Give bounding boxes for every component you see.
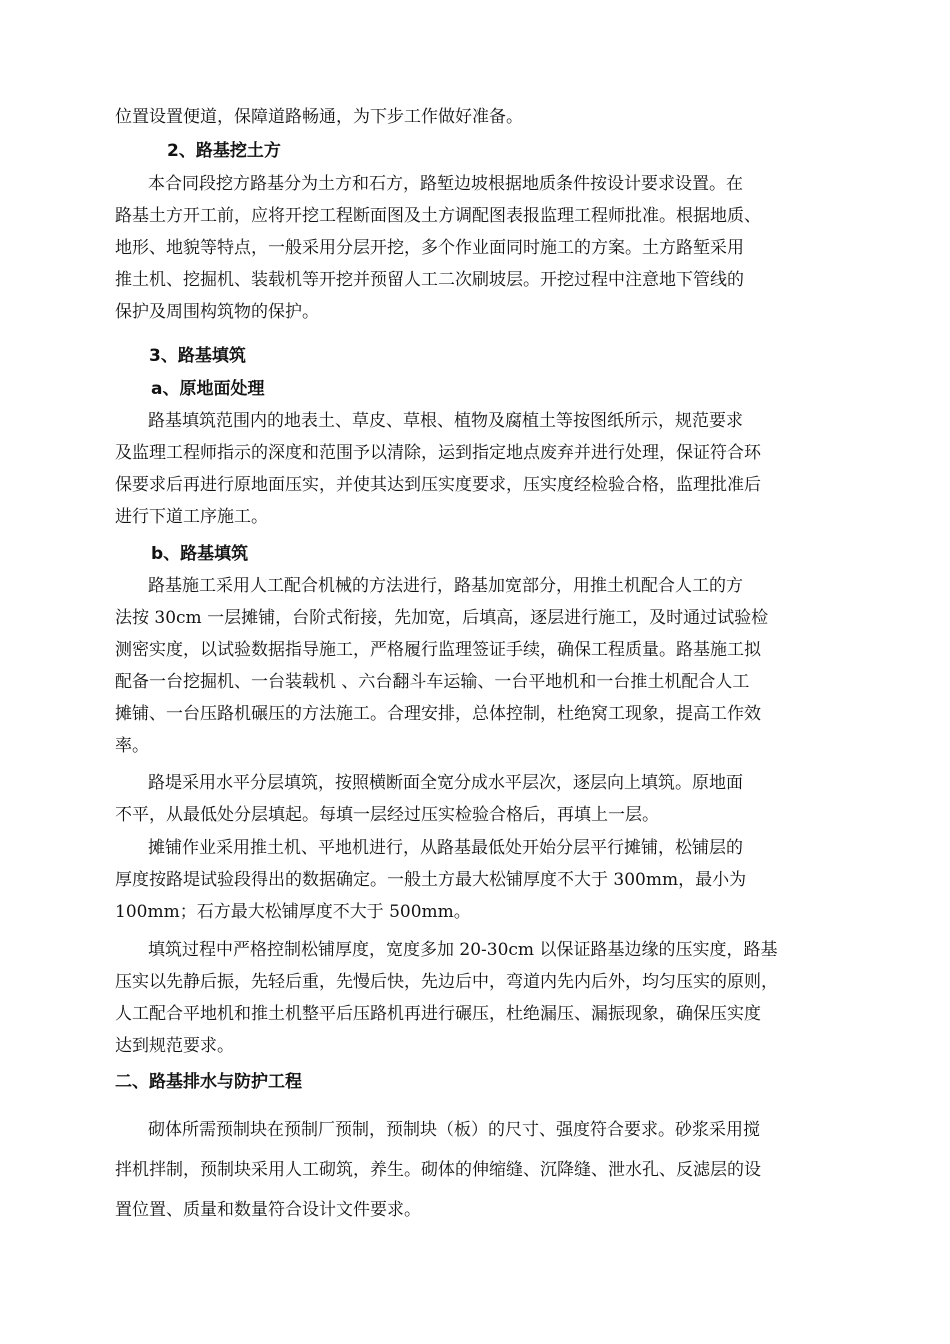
text-line: 人工配合平地机和推土机整平后压路机再进行碾压，杜绝漏压、漏振现象，确保压实度	[115, 1004, 761, 1024]
section-heading-fill	[115, 340, 845, 372]
heading-text: 3、路基填筑	[149, 346, 246, 366]
paragraph-spreading	[115, 832, 845, 928]
subsection-heading-ground	[115, 373, 845, 405]
text-line: 配备一台挖掘机、一台装载机 、六台翻斗车运输、一台平地机和一台推土机配合人工	[115, 672, 750, 692]
paragraph-compaction	[115, 934, 845, 1062]
text-line: 及监理工程师指示的深度和范围予以清除，运到指定地点废弃并进行处理，保证符合环	[115, 443, 761, 463]
text-line: 100mm；石方最大松铺厚度不大于 500mm。	[115, 902, 471, 922]
text-line: 测密实度，以试验数据指导施工，严格履行监理签证手续，确保工程质量。路基施工拟	[115, 640, 761, 660]
text-line: 保护及周围构筑物的保护。	[115, 302, 319, 322]
heading-text: a、原地面处理	[151, 379, 265, 399]
section-heading-drainage	[115, 1066, 845, 1098]
text-line: 路堤采用水平分层填筑，按照横断面全宽分成水平层次，逐层向上填筑。原地面	[148, 773, 743, 793]
text-line: 压实以先静后振，先轻后重，先慢后快，先边后中，弯道内先内后外，均匀压实的原则，	[115, 972, 778, 992]
section-heading-excavation	[115, 135, 845, 167]
text-line: 路基填筑范围内的地表土、草皮、草根、植物及腐植土等按图纸所示，规范要求	[148, 411, 743, 431]
text-line: 本合同段挖方路基分为土方和石方，路堑边坡根据地质条件按设计要求设置。在	[148, 174, 743, 194]
text-line: 路基土方开工前，应将开挖工程断面图及土方调配图表报监理工程师批准。根据地质、	[115, 206, 761, 226]
text-line: 摊铺作业采用推土机、平地机进行，从路基最低处开始分层平行摊铺，松铺层的	[148, 838, 743, 858]
text-line: 砌体所需预制块在预制厂预制，预制块（板）的尺寸、强度符合要求。砂浆采用搅	[148, 1120, 760, 1140]
text-line: 不平，从最低处分层填起。每填一层经过压实检验合格后，再填上一层。	[115, 805, 659, 825]
text-line: 法按 30cm 一层摊铺，台阶式衔接，先加宽，后填高，逐层进行施工，及时通过试验检	[115, 608, 769, 628]
heading-text: 二、路基排水与防护工程	[115, 1072, 302, 1092]
paragraph-continuation	[115, 101, 845, 133]
text-line: 率。	[115, 736, 149, 756]
text-line: 厚度按路堤试验段得出的数据确定。一般土方最大松铺厚度不大于 300mm，最小为	[115, 870, 747, 890]
paragraph-embankment	[115, 767, 845, 831]
text-line: 摊铺、一台压路机碾压的方法施工。合理安排，总体控制，杜绝窝工现象，提高工作效	[115, 704, 761, 724]
paragraph-ground-treatment	[115, 405, 845, 533]
text-line: 置位置、质量和数量符合设计文件要求。	[115, 1200, 421, 1220]
heading-text: b、路基填筑	[151, 544, 249, 564]
text-line: 推土机、挖掘机、装载机等开挖并预留人工二次刷坡层。开挖过程中注意地下管线的	[115, 270, 744, 290]
paragraph-masonry	[115, 1110, 845, 1230]
text-line: 位置设置便道，保障道路畅通，为下步工作做好准备。	[115, 107, 523, 127]
heading-text: 2、路基挖土方	[167, 141, 281, 161]
subsection-heading-fill	[115, 538, 845, 570]
text-line: 达到规范要求。	[115, 1036, 234, 1056]
text-line: 地形、地貌等特点，一般采用分层开挖，多个作业面同时施工的方案。土方路堑采用	[115, 238, 744, 258]
text-line: 拌机拌制，预制块采用人工砌筑，养生。砌体的伸缩缝、沉降缝、泄水孔、反滤层的设	[115, 1160, 761, 1180]
text-line: 填筑过程中严格控制松铺厚度，宽度多加 20-30cm 以保证路基边缘的压实度，路基	[148, 940, 778, 960]
text-line: 保要求后再进行原地面压实，并使其达到压实度要求，压实度经检验合格，监理批准后	[115, 475, 761, 495]
paragraph-excavation	[115, 168, 845, 328]
paragraph-fill-method	[115, 570, 845, 762]
text-line: 进行下道工序施工。	[115, 507, 268, 527]
text-line: 路基施工采用人工配合机械的方法进行，路基加宽部分，用推土机配合人工的方	[148, 576, 743, 596]
